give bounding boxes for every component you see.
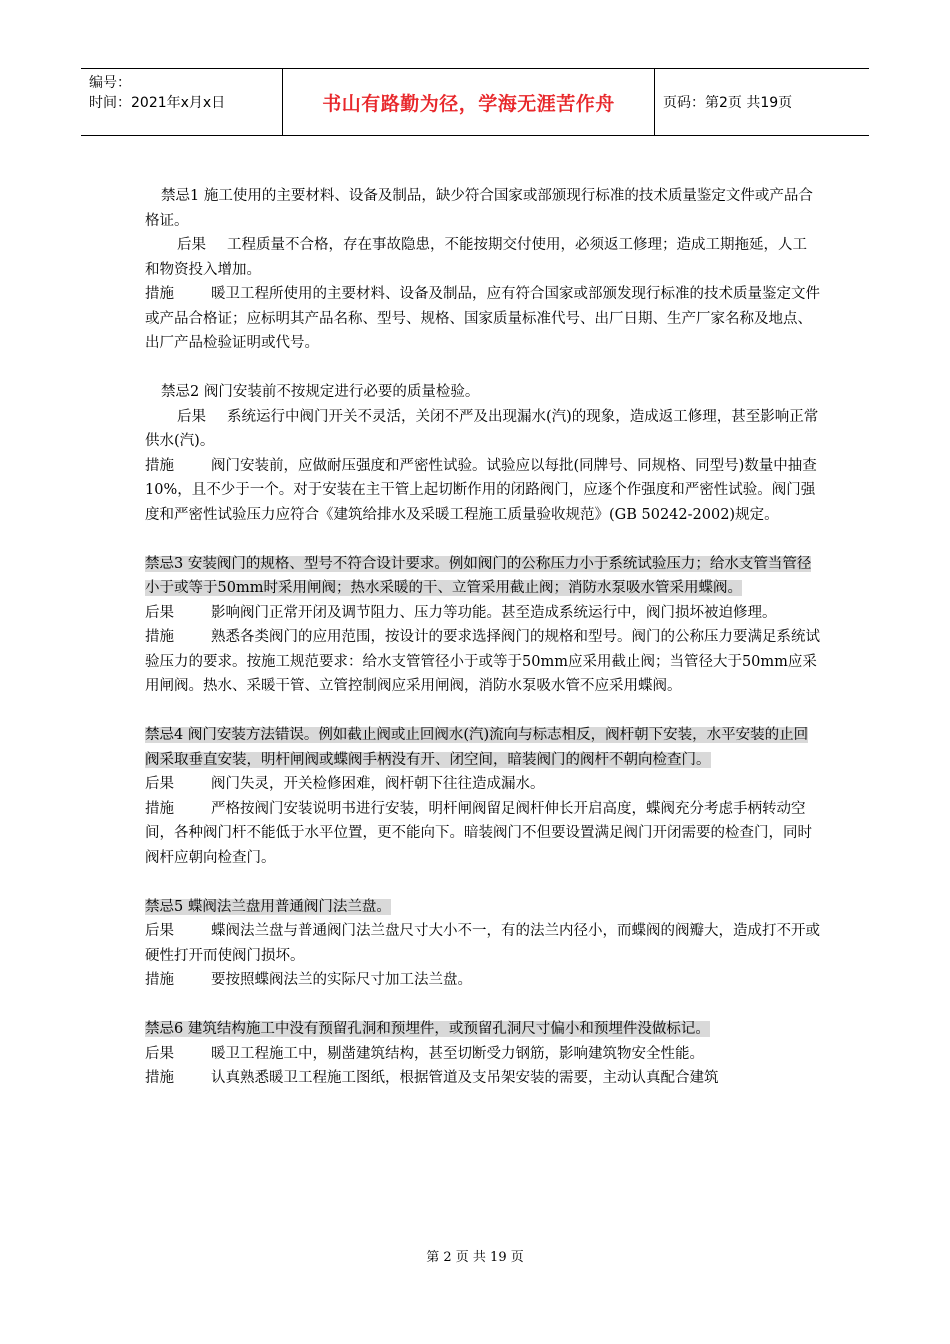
consequence-label: 后果 bbox=[177, 408, 206, 425]
section-consequence bbox=[145, 233, 821, 282]
highlighted-title: 禁忌6 建筑结构施工中没有预留孔洞和预埋件，或预留孔洞尺寸偏小和预埋件没做标记。 bbox=[145, 1021, 710, 1037]
section-measure bbox=[145, 797, 821, 871]
measure-text: 认真熟悉暖卫工程施工图纸，根据管道及支吊架安装的需要，主动认真配合建筑 bbox=[211, 1070, 719, 1086]
section-consequence bbox=[145, 601, 821, 626]
header-page-info: 页码：第2页 共19页 bbox=[663, 95, 793, 111]
section-title bbox=[145, 1017, 821, 1042]
consequence-label: 后果 bbox=[145, 923, 174, 939]
section-title: 禁忌2 阀门安装前不按规定进行必要的质量检验。 bbox=[161, 384, 480, 400]
section-3 bbox=[145, 552, 821, 699]
section-measure bbox=[145, 282, 821, 356]
section-4 bbox=[145, 723, 821, 870]
section-title: 禁忌1 施工使用的主要材料、设备及制品，缺少符合国家或部颁现行标准的技术质量鉴定文件或产品合格证。 bbox=[145, 188, 813, 229]
measure-label: 措施 bbox=[145, 800, 174, 817]
section-consequence bbox=[145, 405, 821, 454]
section-consequence bbox=[145, 919, 821, 968]
measure-label: 措施 bbox=[145, 1070, 174, 1086]
consequence-text: 暖卫工程施工中，剔凿建筑结构，甚至切断受力钢筋，影响建筑物安全性能。 bbox=[211, 1045, 704, 1062]
measure-text: 要按照蝶阀法兰的实际尺寸加工法兰盘。 bbox=[211, 972, 472, 988]
consequence-text: 影响阀门正常开闭及调节阻力、压力等功能。甚至造成系统运行中，阀门损坏被迫修理。 bbox=[211, 604, 777, 621]
section-consequence bbox=[145, 772, 821, 797]
section-1 bbox=[145, 184, 821, 356]
consequence-text: 蝶阀法兰盘与普通阀门法兰盘尺寸大小不一，有的法兰内径小，而蝶阀的阀瓣大，造成打不开或硬性打开而使阀门损坏。 bbox=[145, 923, 820, 964]
header-meta bbox=[81, 69, 282, 135]
measure-label: 措施 bbox=[145, 629, 174, 645]
consequence-label: 后果 bbox=[145, 776, 174, 792]
section-measure bbox=[145, 625, 821, 699]
measure-text: 阀门安装前，应做耐压强度和严密性试验。试验应以每批(同牌号、同规格、同型号)数量中抽查10%，且不少于一个。对于安装在主干管上起切断作用的闭路阀门，应逐个作强度和严密性试验。阀门强度和严密性试验压力应符合《建筑给排水及采暖工程施工质量验收规范》(GB 50242-2002)规定。 bbox=[145, 457, 817, 523]
consequence-label: 后果 bbox=[177, 237, 206, 253]
measure-text: 熟悉各类阀门的应用范围，按设计的要求选择阀门的规格和型号。阀门的公称压力要满足系统试验压力的要求。按施工规范要求：给水支管管径小于或等于50mm应采用截止阀；当管径大于50mm应采用闸阀。热水、采暖干管、立管控制阀应采用闸阀，消防水泵吸水管不应采用蝶阀。 bbox=[145, 629, 820, 694]
section-title bbox=[145, 723, 821, 772]
section-5 bbox=[145, 895, 821, 993]
section-2 bbox=[145, 380, 821, 527]
section-6 bbox=[145, 1017, 821, 1091]
section-title bbox=[145, 895, 821, 920]
section-measure bbox=[145, 454, 821, 528]
measure-label: 措施 bbox=[145, 972, 174, 988]
measure-label: 措施 bbox=[145, 457, 174, 474]
consequence-text: 阀门失灵，开关检修困难，阀杆朝下往往造成漏水。 bbox=[211, 776, 545, 792]
section-title bbox=[145, 552, 821, 601]
time-label: 时间：2021年x月x日 bbox=[89, 95, 226, 111]
number-label: 编号： bbox=[89, 75, 131, 91]
consequence-text: 系统运行中阀门开关不灵活，关闭不严及出现漏水(汽)的现象，造成返工修理，甚至影响正常供水(汽)。 bbox=[145, 408, 819, 449]
page-footer: 第 2 页 共 19 页 bbox=[426, 1250, 524, 1265]
highlighted-title: 禁忌3 安装阀门的规格、型号不符合设计要求。例如阀门的公称压力小于系统试验压力；给水支管当管径小于或等于50mm时采用闸阀；热水采暖的干、立管采用截止阀；消防水泵吸水管采用蝶阀。 bbox=[145, 555, 812, 596]
section-consequence bbox=[145, 1042, 821, 1067]
measure-label: 措施 bbox=[145, 286, 174, 302]
section-measure bbox=[145, 968, 821, 993]
measure-text: 严格按阀门安装说明书进行安装，明杆闸阀留足阀杆伸长开启高度，蝶阀充分考虑手柄转动空间，各种阀门杆不能低于水平位置，更不能向下。暗装阀门不但要设置满足阀门开闭需要的检查门，同时阀杆应朝向检查门。 bbox=[145, 800, 812, 866]
consequence-text: 工程质量不合格，存在事故隐患，不能按期交付使用，必须返工修理；造成工期拖延，人工和物资投入增加。 bbox=[145, 237, 807, 278]
consequence-label: 后果 bbox=[145, 1045, 174, 1062]
document-body bbox=[145, 184, 821, 1115]
page-header bbox=[81, 68, 869, 136]
section-measure bbox=[145, 1066, 821, 1091]
consequence-label: 后果 bbox=[145, 604, 174, 621]
highlighted-title: 禁忌5 蝶阀法兰盘用普通阀门法兰盘。 bbox=[145, 898, 391, 915]
highlighted-title: 禁忌4 阀门安装方法错误。例如截止阀或止回阀水(汽)流向与标志相反，阀杆朝下安装，水平安装的止回阀采取垂直安装，明杆闸阀或蝶阀手柄没有开、闭空间，暗装阀门的阀杆不朝向检查门。 bbox=[145, 727, 809, 768]
measure-text: 暖卫工程所使用的主要材料、设备及制品，应有符合国家或部颁发现行标准的技术质量鉴定文件或产品合格证；应标明其产品名称、型号、规格、国家质量标准代号、出厂日期、生产厂家名称及地点、出厂产品检验证明或代号。 bbox=[145, 286, 820, 351]
header-motto: 书山有路勤为径，学海无涯苦作舟 bbox=[282, 69, 655, 135]
